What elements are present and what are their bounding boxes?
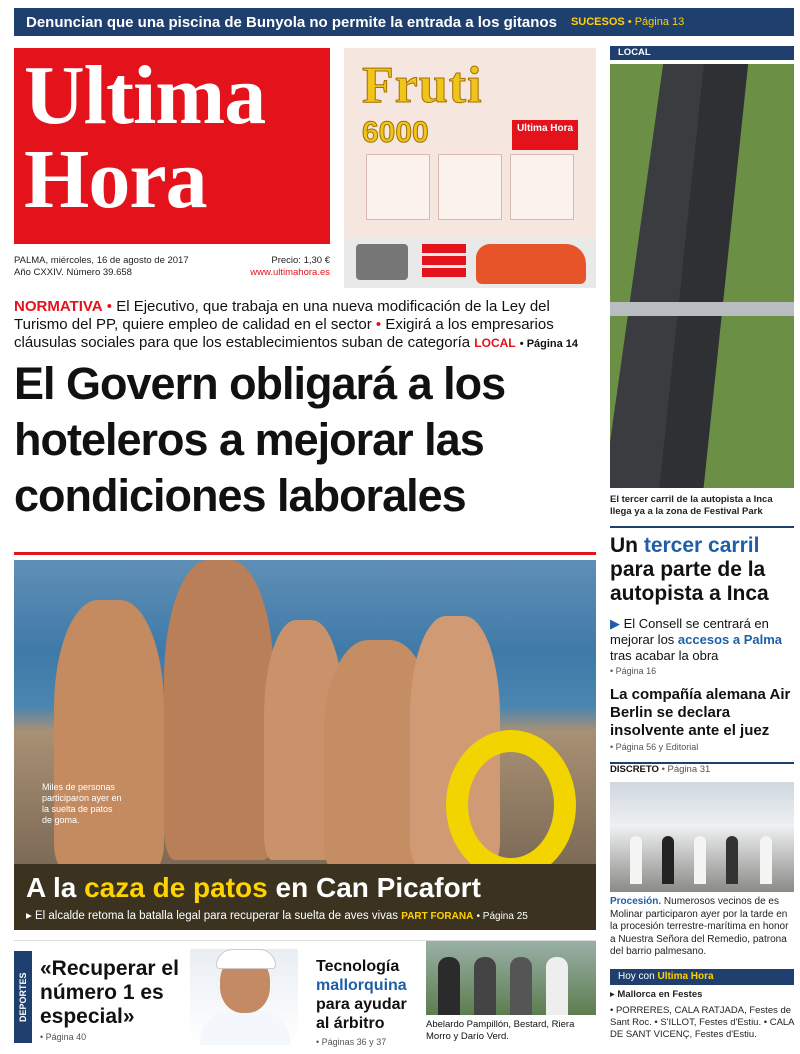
ducks-headline: A la caza de patos en Can Picafort — [26, 872, 481, 903]
lead-kicker-text2: Exigirá a los empresarios cláusulas sociales para que los establecimientos suban de categoría — [14, 316, 554, 351]
main-photo — [14, 560, 596, 866]
ducks-page: • Página 25 — [476, 911, 528, 922]
lead-section: LOCAL — [474, 336, 516, 350]
promo-number: 6000 — [362, 116, 429, 149]
sidebar-headline-lane[interactable]: Un tercer carril para parte de la autopista a Inca — [610, 534, 769, 605]
dateline — [14, 255, 330, 279]
procession-photo — [610, 782, 794, 892]
top-teaser-headline: Denuncian que una piscina de Bunyola no permite la entrada a los gitanos — [26, 13, 557, 31]
top-teaser-bar[interactable] — [14, 8, 794, 36]
promo-advert[interactable] — [344, 48, 596, 288]
ducks-subhead: ▸ El alcalde retoma la batalla legal para recuperar la suelta de aves vivas PART FORANA • Página 25 — [26, 910, 528, 922]
promo-slot — [438, 154, 502, 220]
cap-icon — [216, 949, 276, 969]
today-supplement-header: Hoy con Ultima Hora — [610, 969, 794, 985]
player-photo — [190, 949, 298, 1045]
promo-title: Fruti — [362, 57, 483, 114]
inflatable-ring — [446, 730, 576, 866]
tech-story[interactable]: Tecnología mallorquina para ayudar al árbitro • Páginas 36 y 37 — [316, 958, 407, 1047]
highway-caption: El tercer carril de la autopista a Inca llega ya a la zona de Festival Park — [610, 494, 773, 517]
sponsor-logo-icon — [422, 244, 466, 284]
sidebar-text-consell: ▶ El Consell se centrará en mejorar los accesos a Palma tras acabar la obra — [610, 616, 782, 663]
top-teaser-section-name: SUCESOS — [570, 16, 625, 28]
procession-caption: Procesión. Numerosos vecinos de es Molinar participaron ayer por la tarde en la procesión terrestre-marítima en honor a Nuestra Señora del Remedio, patrona del barrio palmesano. — [610, 896, 789, 957]
masthead-line2: Hora — [24, 133, 207, 226]
today-supplement-towns: • PORRERES, CALA RATJADA, Festes de Sant Roc. • S'ILLOT, Festes d'Estiu. • CALA DE SANT VICENÇ, Festes d'Estiu. — [610, 1004, 794, 1040]
top-teaser-section — [571, 16, 684, 28]
lead-headline[interactable]: El Govern obligará a los hoteleros a mejorar las condiciones laborales — [14, 358, 506, 521]
sidebar-headline-airberlin-page: • Página 56 y Editorial — [610, 742, 699, 752]
lead-kicker-label: NORMATIVA — [14, 298, 103, 315]
right-sidebar — [610, 46, 794, 1046]
person-figure — [164, 560, 274, 860]
promo-slot — [510, 154, 574, 220]
today-supplement-item: ▸ Mallorca en Festes — [610, 988, 703, 1000]
masthead-logo — [14, 48, 330, 244]
team-photo — [426, 941, 596, 1015]
dateline-price: Precio: 1,30 € — [271, 255, 330, 266]
promo-slot — [366, 154, 430, 220]
team-caption: Abelardo Pampillón, Bestard, Riera Morro y Darío Verd. — [426, 1019, 575, 1042]
sports-tag: DEPORTES — [14, 951, 32, 1043]
dateline-place-date: PALMA, miércoles, 16 de agosto de 2017 — [14, 255, 189, 266]
highway-photo — [610, 64, 794, 488]
sidebar-local-tag: LOCAL — [610, 46, 794, 60]
car-image — [476, 244, 586, 284]
photo-caption: Miles de personas participaron ayer en la suelta de patos de goma. — [42, 782, 122, 825]
sidebar-headline-airberlin[interactable]: La compañía alemana Air Berlin se declara insolvente ante el juez — [610, 686, 791, 739]
triangle-bullet-icon: ▶ — [610, 616, 620, 631]
car-brand-logo-icon — [356, 244, 408, 280]
lead-kicker-text1: El Ejecutivo, que trabaja en una nueva modificación de la Ley del Turismo del PP, quiere empleo de calidad en el sector — [14, 298, 550, 333]
sidebar-text-page: • Página 16 — [610, 666, 657, 676]
ducks-section: PART FORANA — [401, 911, 474, 922]
sports-quote[interactable]: «Recuperar el número 1 es especial» • Página 40 — [40, 957, 179, 1042]
discreto-tag: DISCRETO • Página 31 — [610, 762, 794, 776]
person-figure — [54, 600, 164, 866]
dateline-website[interactable]: www.ultimahora.es — [250, 267, 330, 278]
divider — [610, 526, 794, 528]
promo-brand-logo: Ultima Hora — [512, 120, 578, 150]
masthead-line1: Ultima — [24, 49, 266, 142]
today-supplement-box[interactable] — [610, 969, 794, 1041]
lead-page: • Página 14 — [519, 338, 579, 350]
ducks-story-bar[interactable] — [14, 864, 596, 930]
sports-row — [14, 940, 596, 1047]
divider — [14, 552, 596, 555]
lead-kicker: NORMATIVA • El Ejecutivo, que trabaja en una nueva modificación de la Ley del Turismo del PP, quiere empleo de calidad en el sector • Exigirá a los empresarios cláusulas sociales para que los establecimientos suban de categoría LOCAL • Página 14 — [14, 298, 579, 351]
dateline-issue: Año CXXIV. Número 39.658 — [14, 267, 132, 278]
top-teaser-page: • Página 13 — [627, 16, 685, 28]
